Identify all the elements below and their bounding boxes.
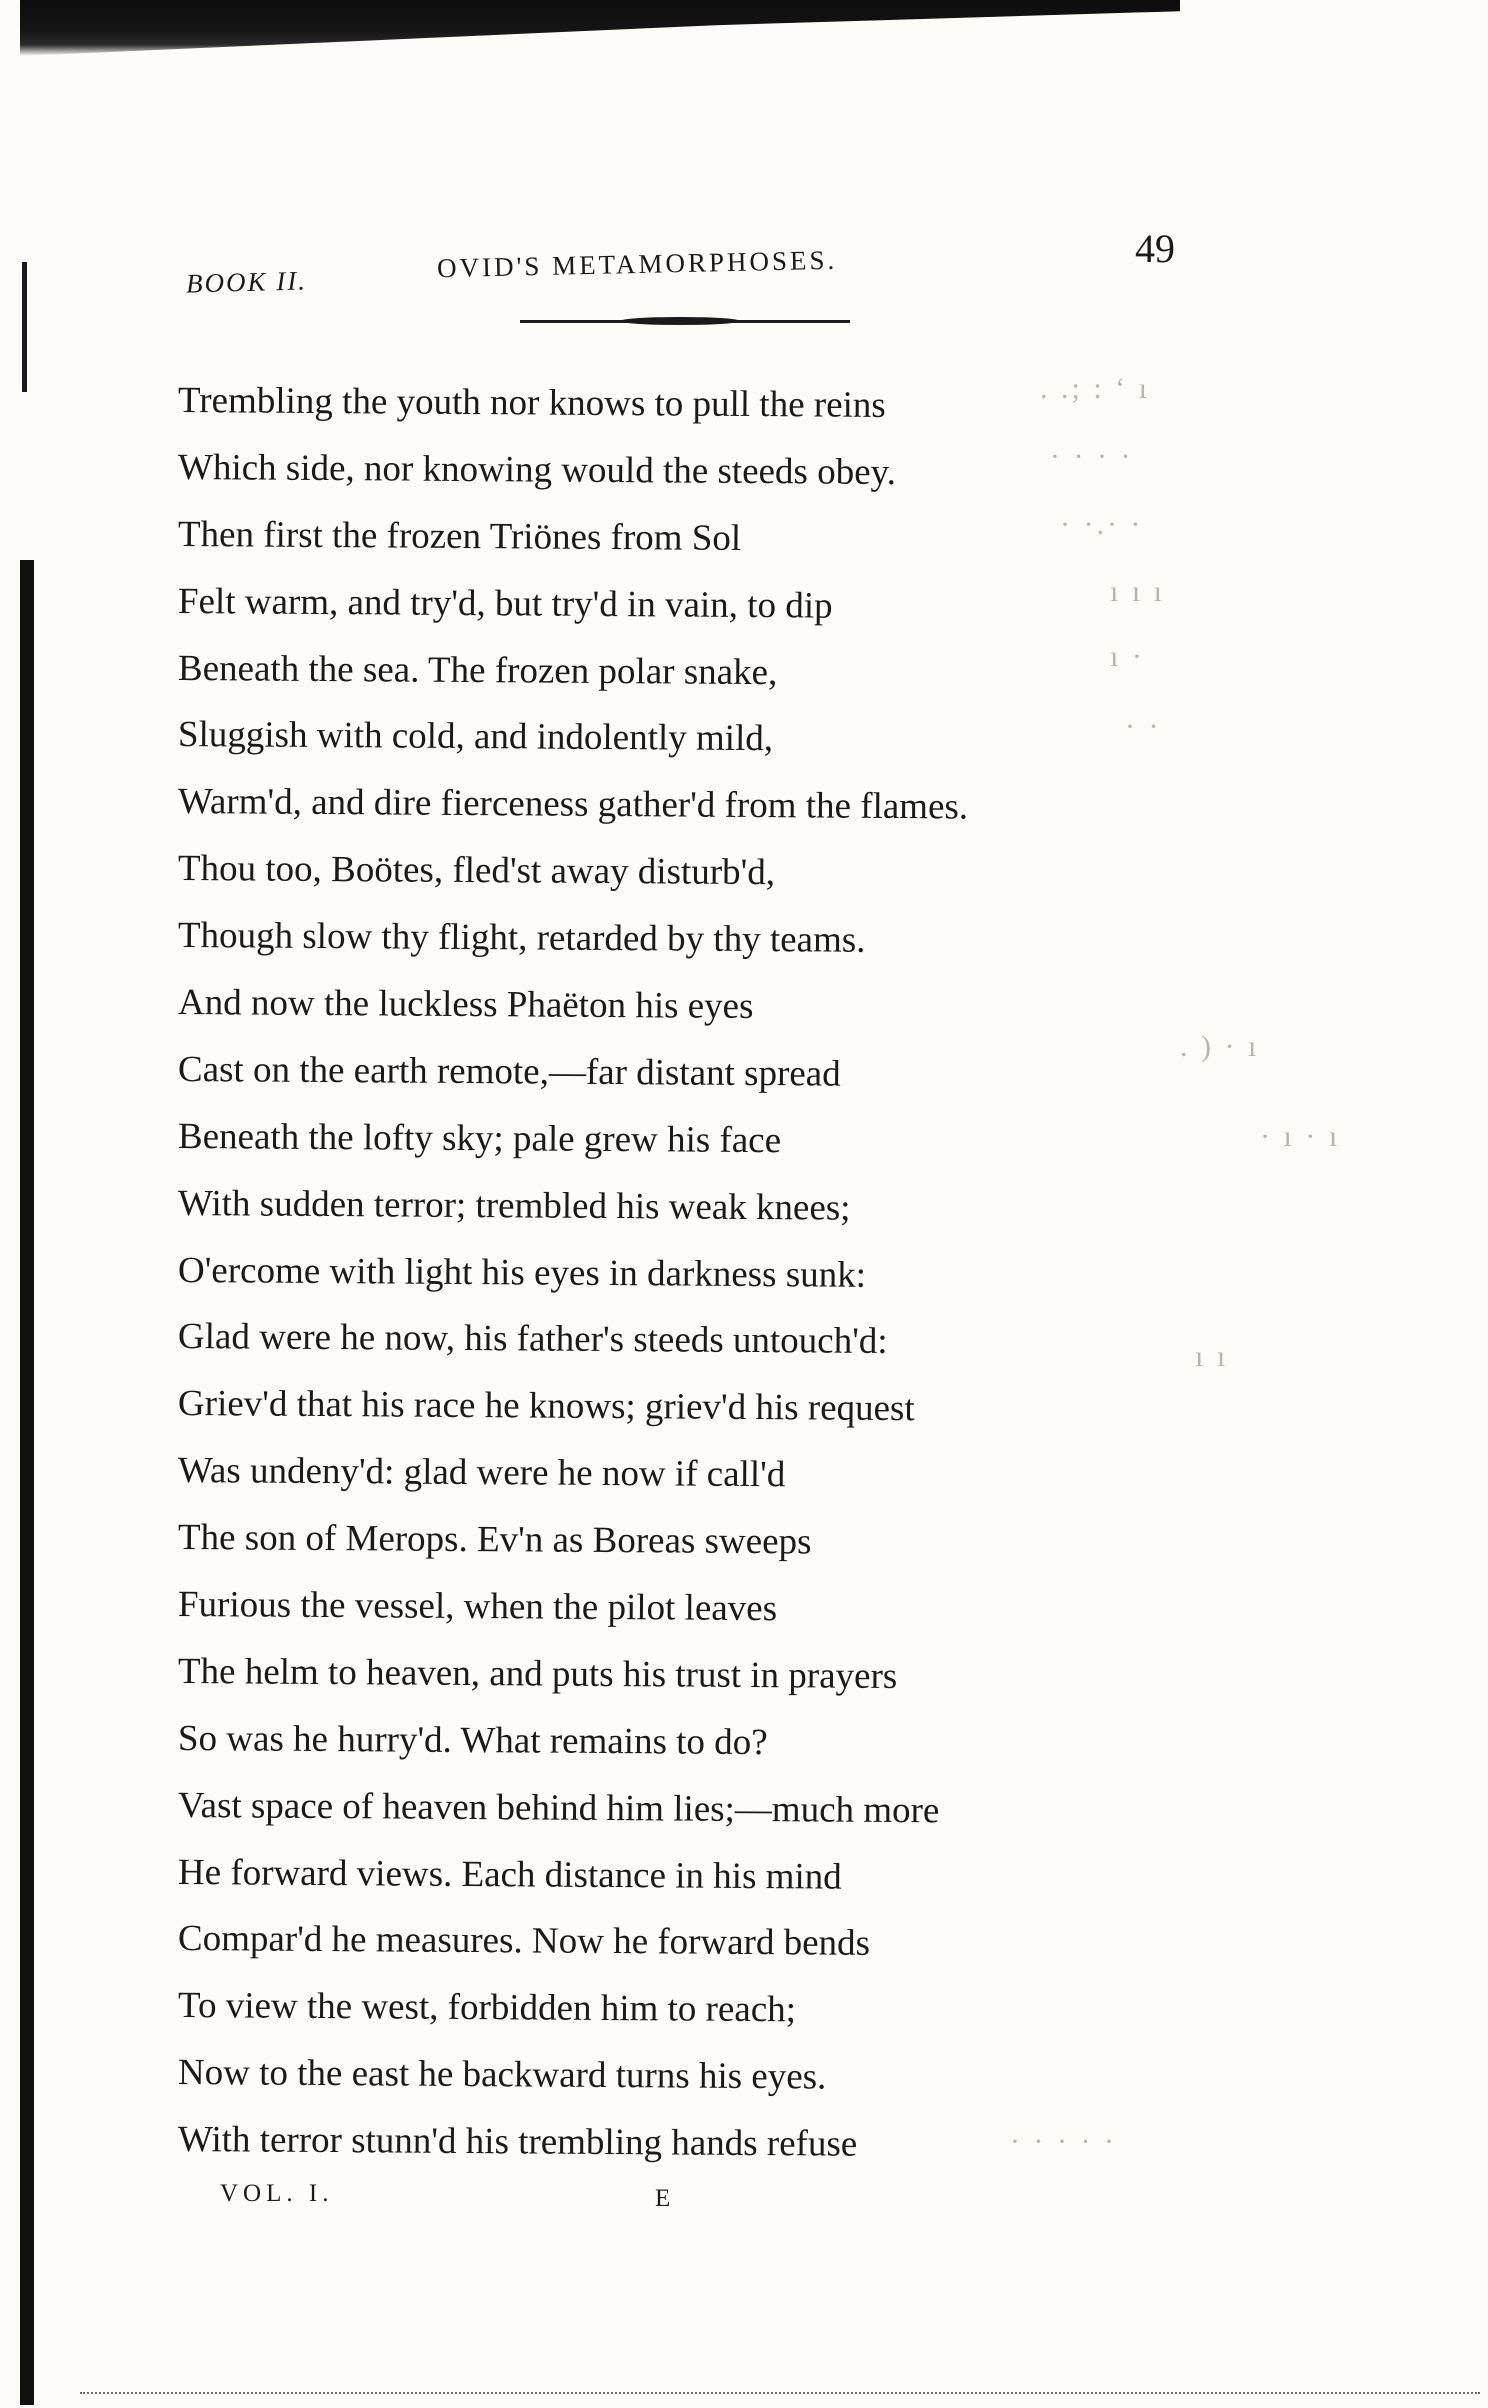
poem-line: Which side, nor knowing would the steeds obey. (177, 446, 897, 493)
poem-line: Beneath the sea. The frozen polar snake, (177, 647, 778, 693)
poem-line: So was he hurry'd. What remains to do? (177, 1717, 768, 1763)
poem-line: Compar'd he measures. Now he forward bends (177, 1918, 871, 1965)
bleed-through-mark: ı ı ı (1110, 575, 1166, 608)
poem-line: Cast on the earth remote,—far distant spread (177, 1048, 841, 1095)
bleed-through-mark: · ·.· · (1060, 508, 1144, 541)
book-label: BOOK II. (185, 265, 308, 299)
poem-line: Vast space of heaven behind him lies;—much more (177, 1784, 940, 1832)
poem-line: Griev'd that his race he knows; griev'd his request (177, 1383, 915, 1430)
page-number: 49 (1135, 226, 1175, 271)
poem-line: Warm'd, and dire fierceness gather'd from the flames. (177, 781, 969, 828)
bleed-through-mark: · · (1125, 710, 1162, 743)
gutter-shadow (20, 560, 34, 2405)
poem-line: With sudden terror; trembled his weak knees; (177, 1182, 851, 1229)
bleed-through-mark: . ) · ı (1180, 1030, 1260, 1063)
bleed-through-mark: · · · · (1050, 440, 1134, 473)
bleed-through-mark: . .; : ‘ ı (1040, 372, 1150, 405)
bleed-through-mark: · ı · ı (1260, 1120, 1341, 1153)
header-rule (520, 320, 850, 323)
poem-line: Furious the vessel, when the pilot leaves (177, 1584, 778, 1630)
poem-line: Glad were he now, his father's steeds untouch'd: (177, 1316, 888, 1363)
poem-line: And now the luckless Phaëton his eyes (177, 982, 754, 1028)
poem-line: To view the west, forbidden him to reach; (177, 1985, 797, 2031)
bleed-through-mark: · · · · · (1010, 2125, 1117, 2158)
poem-line: He forward views. Each distance in his mind (177, 1851, 842, 1898)
poem-line: With terror stunn'd his trembling hands refuse (177, 2119, 858, 2165)
poem-text (178, 368, 1178, 2174)
poem-line: Beneath the lofty sky; pale grew his face (177, 1115, 782, 1162)
poem-line: Felt warm, and try'd, but try'd in vain, to dip (177, 580, 833, 627)
running-title: OVID'S METAMORPHOSES. (436, 244, 838, 284)
poem-line: Though slow thy flight, retarded by thy teams. (177, 915, 866, 961)
poem-line: Was undeny'd: glad were he now if call'd (177, 1450, 786, 1496)
poem-line: Sluggish with cold, and indolently mild, (177, 714, 774, 760)
page-bottom-edge (80, 2392, 1480, 2397)
bleed-through-mark: ı · (1110, 640, 1145, 673)
poem-line: The son of Merops. Ev'n as Boreas sweeps (177, 1517, 812, 1563)
poem-line: The helm to heaven, and puts his trust in prayers (177, 1650, 898, 1697)
running-header (0, 225, 1488, 305)
poem-line: O'ercome with light his eyes in darkness sunk: (177, 1249, 867, 1296)
page-top-edge-shadow (20, 0, 1180, 56)
bleed-through-mark: ı ı (1195, 1340, 1229, 1373)
poem-line: Now to the east he backward turns his eyes. (177, 2052, 827, 2098)
poem-line: Then first the frozen Triönes from Sol (177, 513, 742, 559)
signature-mark: E (655, 2185, 671, 2212)
volume-label: VOL. I. (220, 2180, 334, 2207)
poem-line: Trembling the youth nor knows to pull the reins (177, 380, 886, 426)
poem-line: Thou too, Boötes, fled'st away disturb'd, (177, 848, 776, 894)
